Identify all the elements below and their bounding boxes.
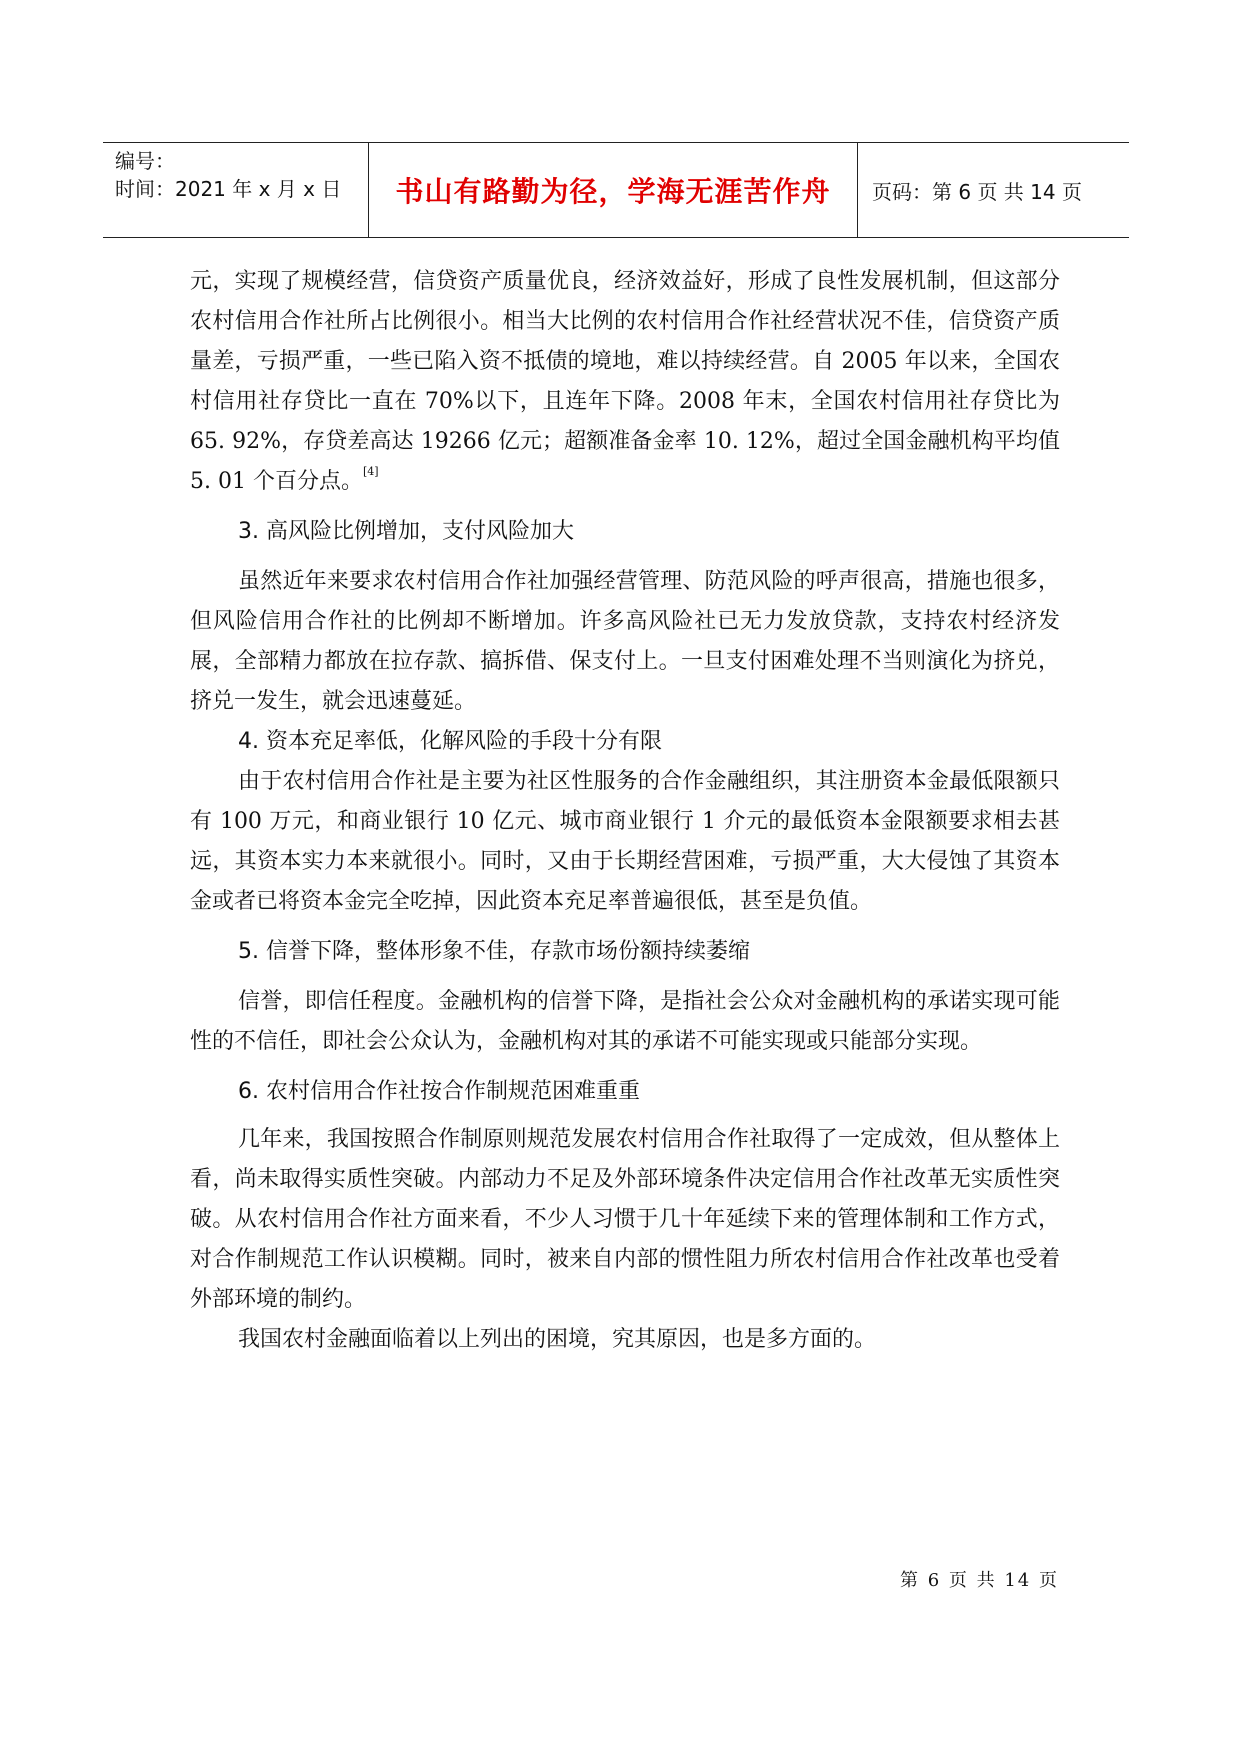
body-paragraph: 虽然近年来要求农村信用合作社加强经营管理、防范风险的呼声很高，措施也很多，但风险信用合作社的比例却不断增加。许多高风险社已无力发放贷款，支持农村经济发展，全部精力都放在拉存款、搞拆借、保支付上。一旦支付困难处理不当则演化为挤兑，挤兑一发生，就会迅速蔓延。 <box>190 569 1060 714</box>
page-header <box>103 142 1129 238</box>
section-heading: 4. 资本充足率低，化解风险的手段十分有限 <box>238 729 662 754</box>
section-heading: 5. 信誉下降，整体形象不佳，存款市场份额持续萎缩 <box>238 939 750 964</box>
page-footer: 第 6 页 共 14 页 <box>900 1570 1059 1591</box>
header-meta <box>103 143 368 237</box>
header-time-label: 时间：2021 年 x 月 x 日 <box>115 177 342 201</box>
body-paragraph <box>190 262 1060 502</box>
body-paragraph: 几年来，我国按照合作制原则规范发展农村信用合作社取得了一定成效，但从整体上看，尚未取得实质性突破。内部动力不足及外部环境条件决定信用合作社改革无实质性突破。从农村信用合作社方面来看，不少人习惯于几十年延续下来的管理体制和工作方式，对合作制规范工作认识模糊。同时，被来自内部的惯性阻力所农村信用合作社改革也受着外部环境的制约。 <box>190 1127 1060 1312</box>
document-body <box>190 262 1060 1360</box>
body-paragraph: 我国农村金融面临着以上列出的困境，究其原因，也是多方面的。 <box>238 1327 877 1352</box>
section-heading: 3. 高风险比例增加，支付风险加大 <box>238 519 574 544</box>
paragraph-text: 元，实现了规模经营，信贷资产质量优良，经济效益好，形成了良性发展机制，但这部分农村信用合作社所占比例很小。相当大比例的农村信用合作社经营状况不佳，信贷资产质量差，亏损严重，一些已陷入资不抵债的境地，难以持续经营。自 2005 年以来，全国农村信用社存贷比一直在 70%以下，且连年下降。2008 年末，全国农村信用社存贷比为 65. 92%，存贷差高达 19266 亿元；超额准备金率 10. 12%，超过全国金融机构平均值 5. 01 个百分点。 <box>190 269 1060 494</box>
body-paragraph: 由于农村信用合作社是主要为社区性服务的合作金融组织，其注册资本金最低限额只有 100 万元，和商业银行 10 亿元、城市商业银行 1 介元的最低资本金限额要求相去甚远，其资本实力本来就很小。同时，又由于长期经营困难，亏损严重，大大侵蚀了其资本金或者已将资本金完全吃掉，因此资本充足率普遍很低，甚至是负值。 <box>190 769 1060 914</box>
header-number-label: 编号： <box>115 149 175 173</box>
citation-ref: [4] <box>362 465 379 478</box>
header-page-code: 页码：第 6 页 共 14 页 <box>872 179 1082 204</box>
section-heading: 6. 农村信用合作社按合作制规范困难重重 <box>238 1079 640 1104</box>
body-paragraph: 信誉，即信任程度。金融机构的信誉下降，是指社会公众对金融机构的承诺实现可能性的不信任，即社会公众认为，金融机构对其的承诺不可能实现或只能部分实现。 <box>190 989 1060 1054</box>
header-motto: 书山有路勤为径，学海无涯苦作舟 <box>368 143 858 237</box>
